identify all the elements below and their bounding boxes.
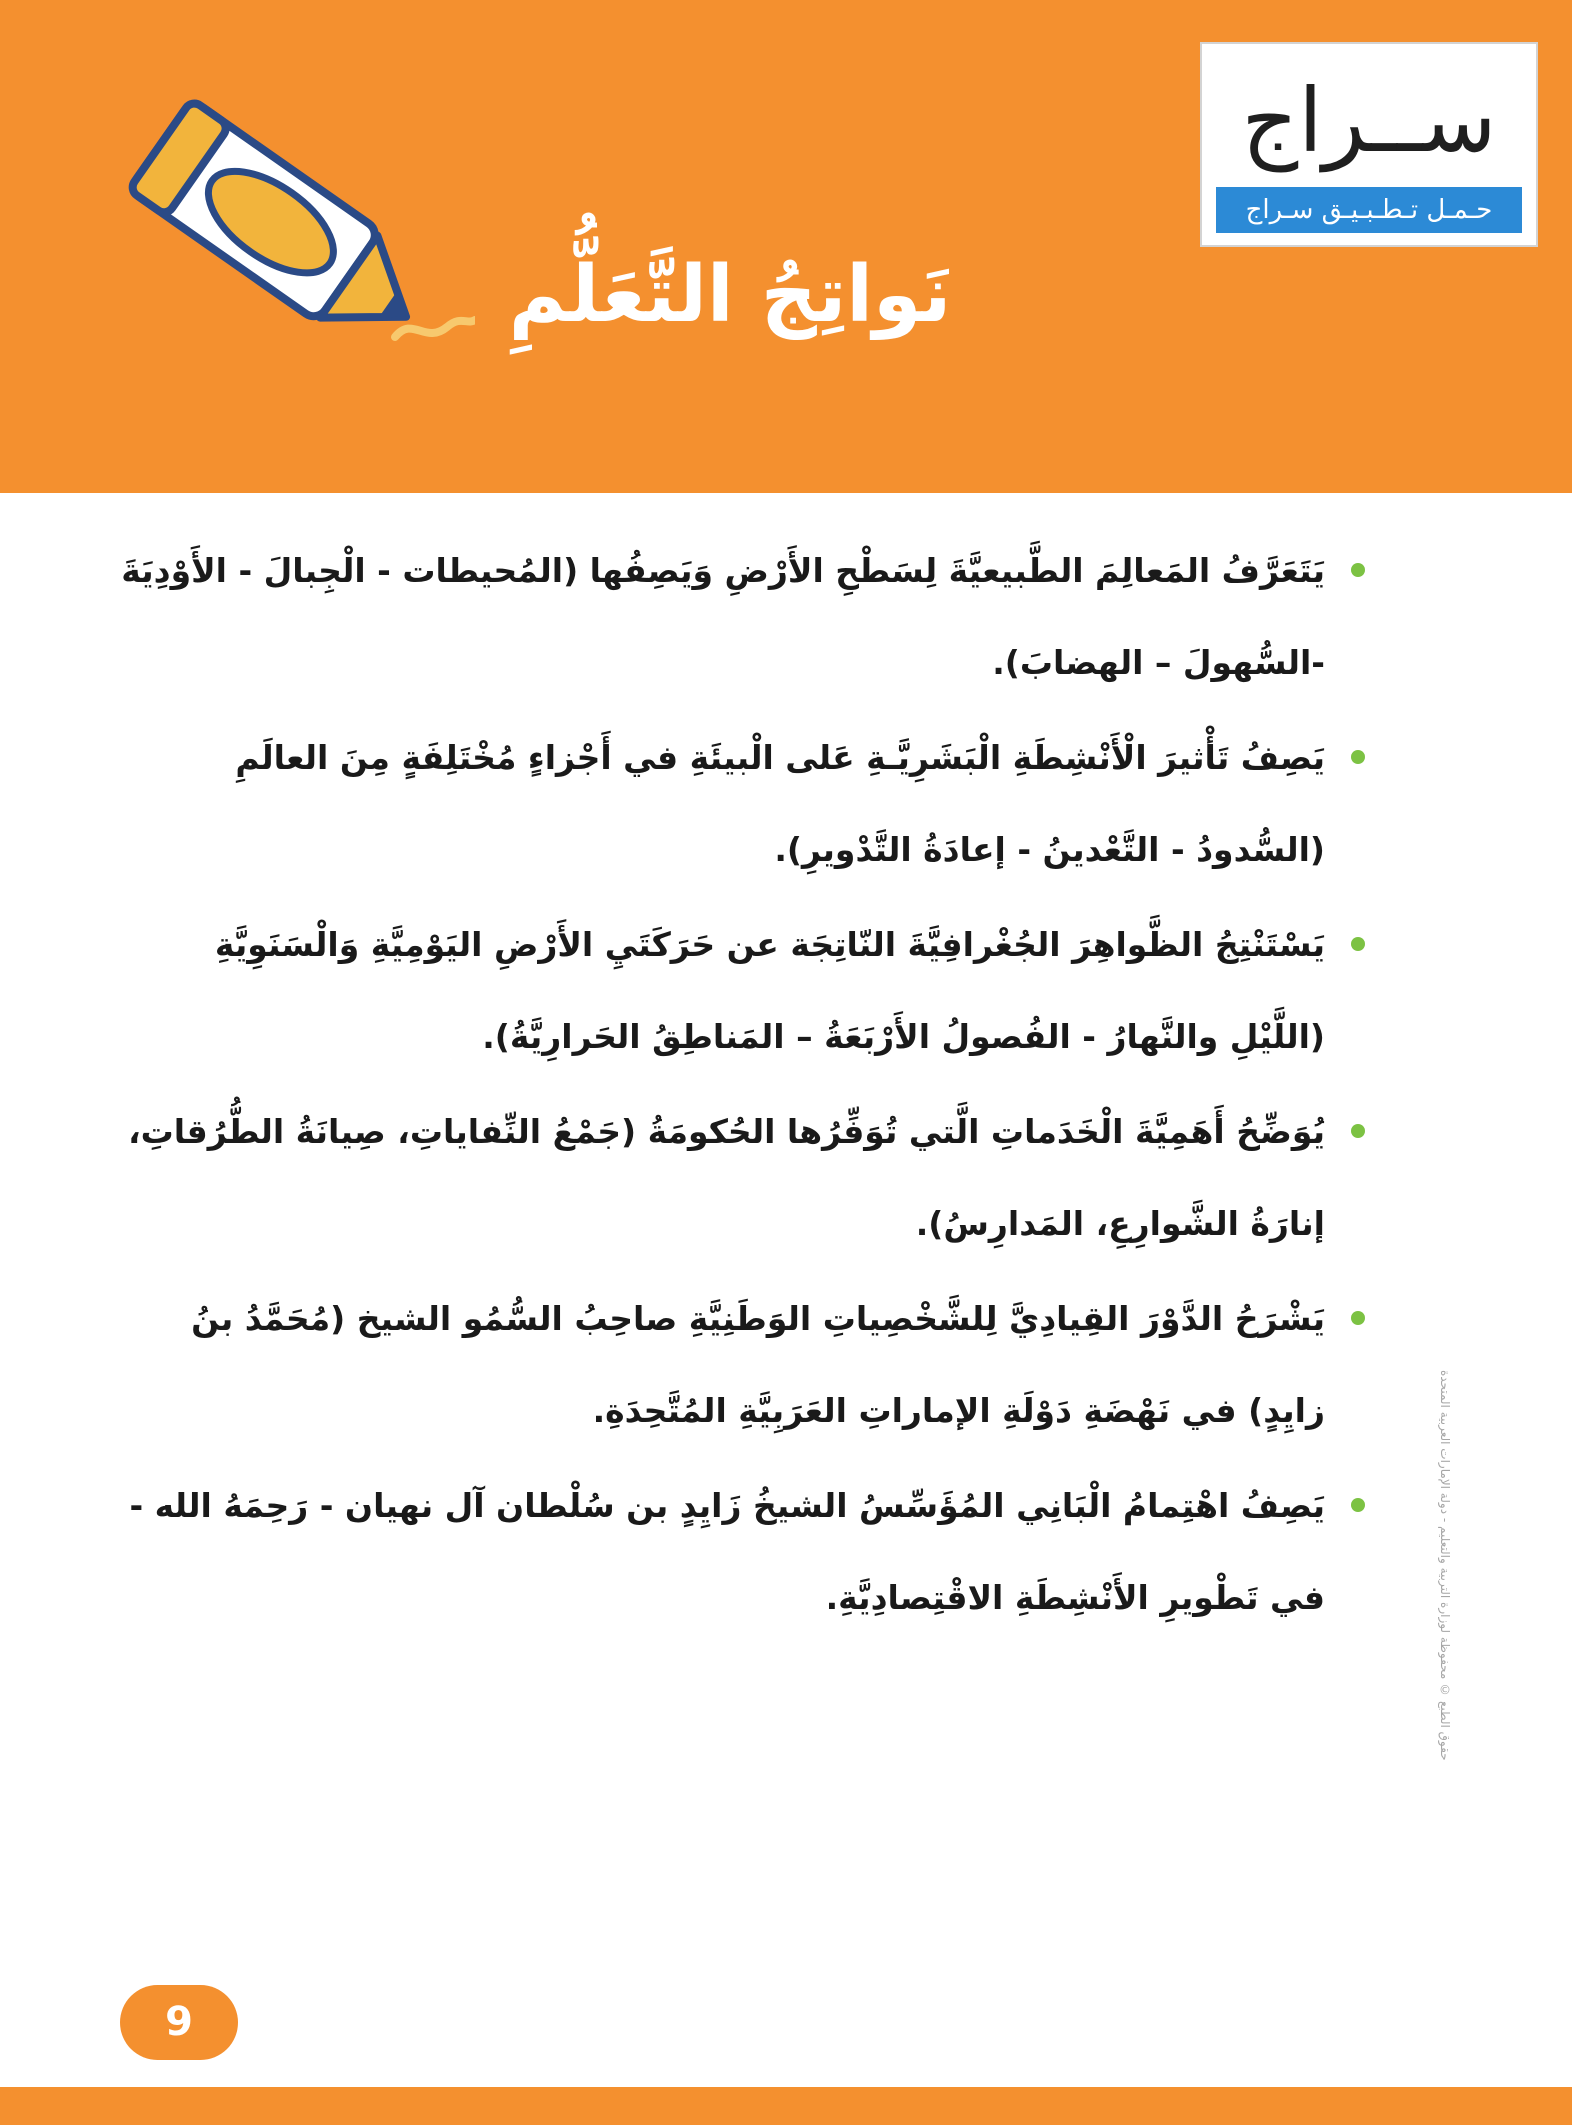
list-item	[115, 712, 1365, 896]
bullet-icon	[1351, 750, 1365, 764]
siraj-logo	[1200, 42, 1538, 247]
pencil-icon	[95, 75, 475, 395]
copyright-note: حقوق الطبع © محفوظة لوزارة التربية والتعليم - دولة الإمارات العربية المتحدة	[1438, 1369, 1452, 1761]
outcome-text: يَتَعَرَّفُ المَعالِمَ الطَّبيعيَّةَ لِسَطْحِ الأَرْضِ وَيَصِفُها (المُحيطات - الْجِبالَ - الأَوْدِيَةَ -السُّهولَ – الهضابَ).	[121, 551, 1325, 682]
bullet-icon	[1351, 1124, 1365, 1138]
bullet-icon	[1351, 563, 1365, 577]
logo-tagline: حـمـل تـطـبـيـق سـراج	[1216, 187, 1522, 233]
footer-bar	[0, 2087, 1572, 2125]
outcome-text: يُوَضِّحُ أَهَمِيَّةَ الْخَدَماتِ الَّتي تُوَفِّرُها الحُكومَةُ (جَمْعُ النِّفاياتِ، صِيانَةُ الطُّرُقاتِ، إنارَةُ الشَّوارِعِ، المَدارِسُ).	[128, 1112, 1325, 1243]
list-item	[115, 1086, 1365, 1270]
outcome-text: يَصِفُ اهْتِمامُ الْبَانِي المُؤَسِّسُ الشيخُ زَايِدٍ بن سُلْطان آل نهيان - رَحِمَهُ الله - في تَطْويرِ الأَنْشِطَةِ الاقْتِصادِيَّةِ.	[129, 1486, 1325, 1617]
header-banner	[0, 0, 1572, 493]
page-number-badge: 9	[120, 1985, 238, 2060]
page-title: نَواتِجُ التَّعَلُّمِ	[508, 250, 952, 340]
list-item	[115, 899, 1365, 1083]
outcome-text: يَصِفُ تَأْثيرَ الْأَنْشِطَةِ الْبَشَرِيَّـةِ عَلى الْبيئَةِ في أَجْزاءٍ مُخْتَلِفَةٍ مِنَ العالَمِ (السُّدودُ - التَّعْدينُ - إعادَةُ التَّدْويرِ).	[235, 738, 1325, 869]
outcome-text: يَسْتَنْتِجُ الظَّواهِرَ الجُغْرافِيَّةَ النّاتِجَة عن حَرَكَتَيِ الأَرْضِ اليَوْمِيَّةِ وَالْسَنَوِيَّةِ (اللَّيْلِ والنَّهارُ - الفُصولُ الأَرْبَعَةُ – المَناطِقُ الحَرارِيَّةُ).	[214, 925, 1325, 1056]
bullet-icon	[1351, 1498, 1365, 1512]
bullet-icon	[1351, 1311, 1365, 1325]
logo-wordmark: ســراج	[1241, 69, 1497, 172]
list-item	[115, 525, 1365, 709]
outcome-text: يَشْرَحُ الدَّوْرَ القِيادِيَّ لِلشَّخْصِياتِ الوَطَنِيَّةِ صاحِبُ السُّمُو الشيخ (مُحَمَّدُ بنُ زايِدٍ) في نَهْضَةِ دَوْلَةِ الإماراتِ العَرَبِيَّةِ المُتَّحِدَةِ.	[191, 1299, 1325, 1430]
learning-outcomes-list	[115, 525, 1365, 1647]
list-item	[115, 1460, 1365, 1644]
bullet-icon	[1351, 937, 1365, 951]
list-item	[115, 1273, 1365, 1457]
